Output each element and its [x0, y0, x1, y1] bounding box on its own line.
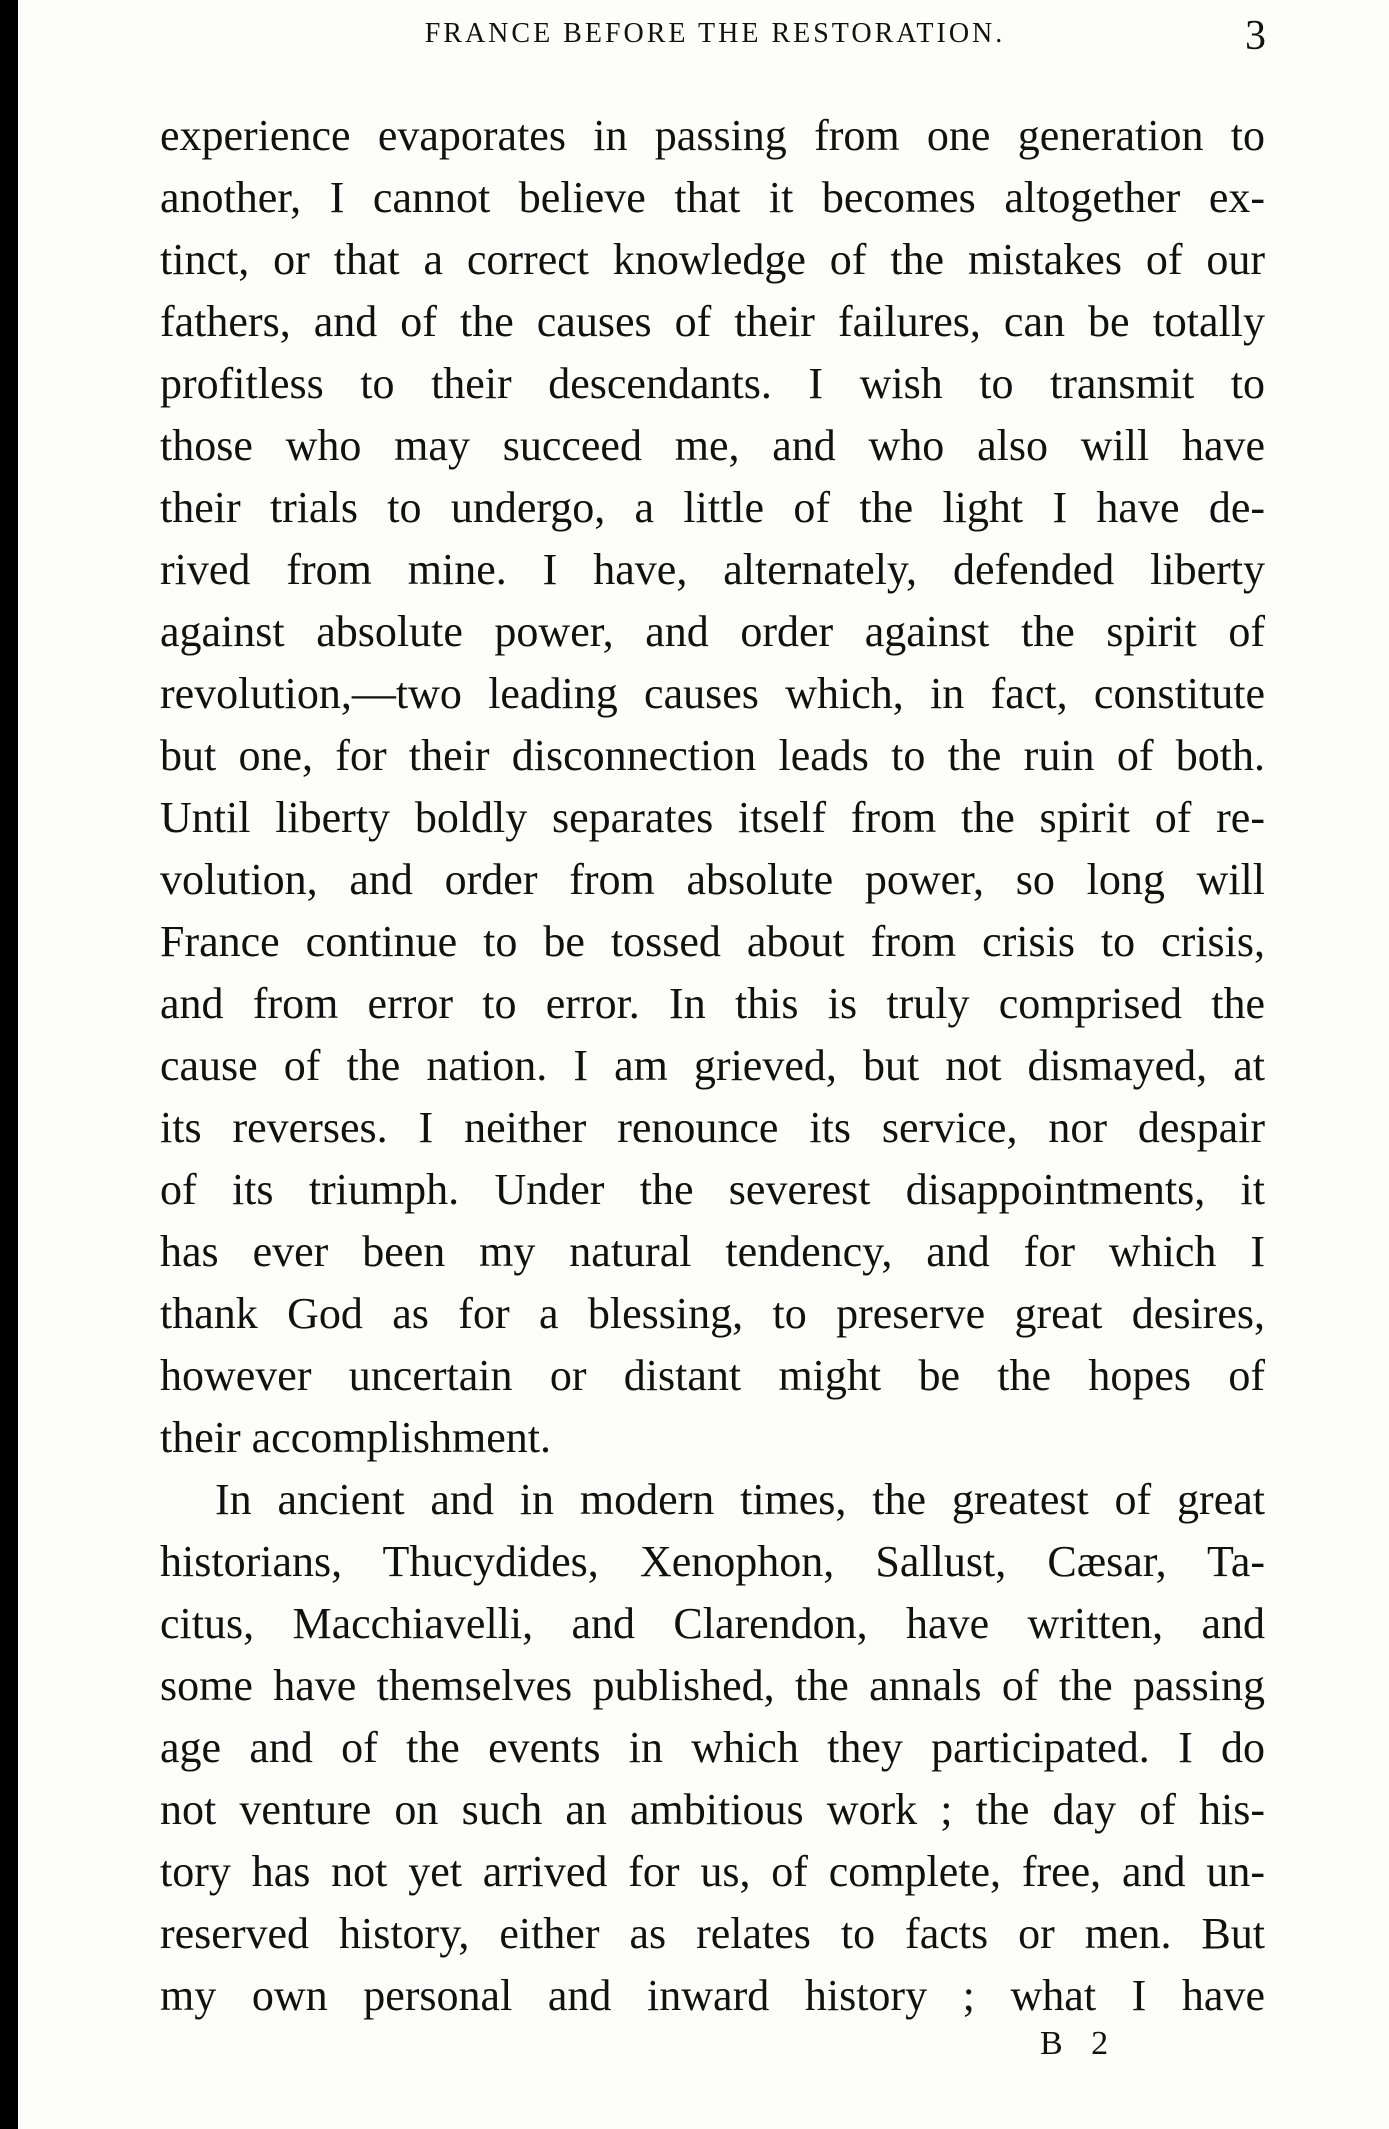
text-line: against absolute power, and order against the spirit of [160, 607, 1265, 656]
text-line: In ancient and in modern times, the greatest of great [215, 1475, 1265, 1524]
text-line: experience evaporates in passing from one generation to [160, 111, 1265, 160]
text-line: their trials to undergo, a little of the light I have de- [160, 483, 1265, 532]
paragraph-2 [160, 1469, 1265, 2027]
text-line: not venture on such an ambitious work ; the day of his- [160, 1785, 1265, 1834]
text-line: my own personal and inward history ; what I have [160, 1971, 1265, 2020]
text-line: their accomplishment. [160, 1413, 551, 1462]
text-line: however uncertain or distant might be the hopes of [160, 1351, 1265, 1400]
text-line: but one, for their disconnection leads to the ruin of both. [160, 731, 1265, 780]
text-line: its reverses. I neither renounce its service, nor despair [160, 1103, 1265, 1152]
text-line: historians, Thucydides, Xenophon, Sallust, Cæsar, Ta- [160, 1537, 1265, 1586]
text-line: fathers, and of the causes of their failures, can be totally [160, 297, 1265, 346]
text-line: thank God as for a blessing, to preserve great desires, [160, 1289, 1265, 1338]
text-line: reserved history, either as relates to facts or men. But [160, 1909, 1265, 1958]
text-line: citus, Macchiavelli, and Clarendon, have written, and [160, 1599, 1265, 1648]
page-body [160, 105, 1265, 2027]
text-line: tory has not yet arrived for us, of complete, free, and un- [160, 1847, 1265, 1896]
text-line: revolution,—two leading causes which, in fact, constitute [160, 669, 1265, 718]
text-line: volution, and order from absolute power, so long will [160, 855, 1265, 904]
text-line: some have themselves published, the annals of the passing [160, 1661, 1265, 1710]
text-line: rived from mine. I have, alternately, defended liberty [160, 545, 1265, 594]
text-line: profitless to their descendants. I wish to transmit to [160, 359, 1265, 408]
text-line: tinct, or that a correct knowledge of the mistakes of our [160, 235, 1265, 284]
text-line: Until liberty boldly separates itself from the spirit of re- [160, 793, 1265, 842]
text-line: has ever been my natural tendency, and for which I [160, 1227, 1265, 1276]
text-line: and from error to error. In this is truly comprised the [160, 979, 1265, 1028]
text-line: another, I cannot believe that it becomes altogether ex- [160, 173, 1265, 222]
text-line: those who may succeed me, and who also will have [160, 421, 1265, 470]
text-line: age and of the events in which they participated. I do [160, 1723, 1265, 1772]
binding-edge [0, 0, 18, 2129]
text-line: France continue to be tossed about from crisis to crisis, [160, 917, 1265, 966]
text-line: of its triumph. Under the severest disappointments, it [160, 1165, 1265, 1214]
signature-mark: B 2 [1040, 2025, 1119, 2062]
page-number: 3 [1245, 13, 1266, 59]
paragraph-1 [160, 105, 1265, 1469]
text-line: cause of the nation. I am grieved, but not dismayed, at [160, 1041, 1265, 1090]
running-header: FRANCE BEFORE THE RESTORATION. [424, 18, 1006, 49]
